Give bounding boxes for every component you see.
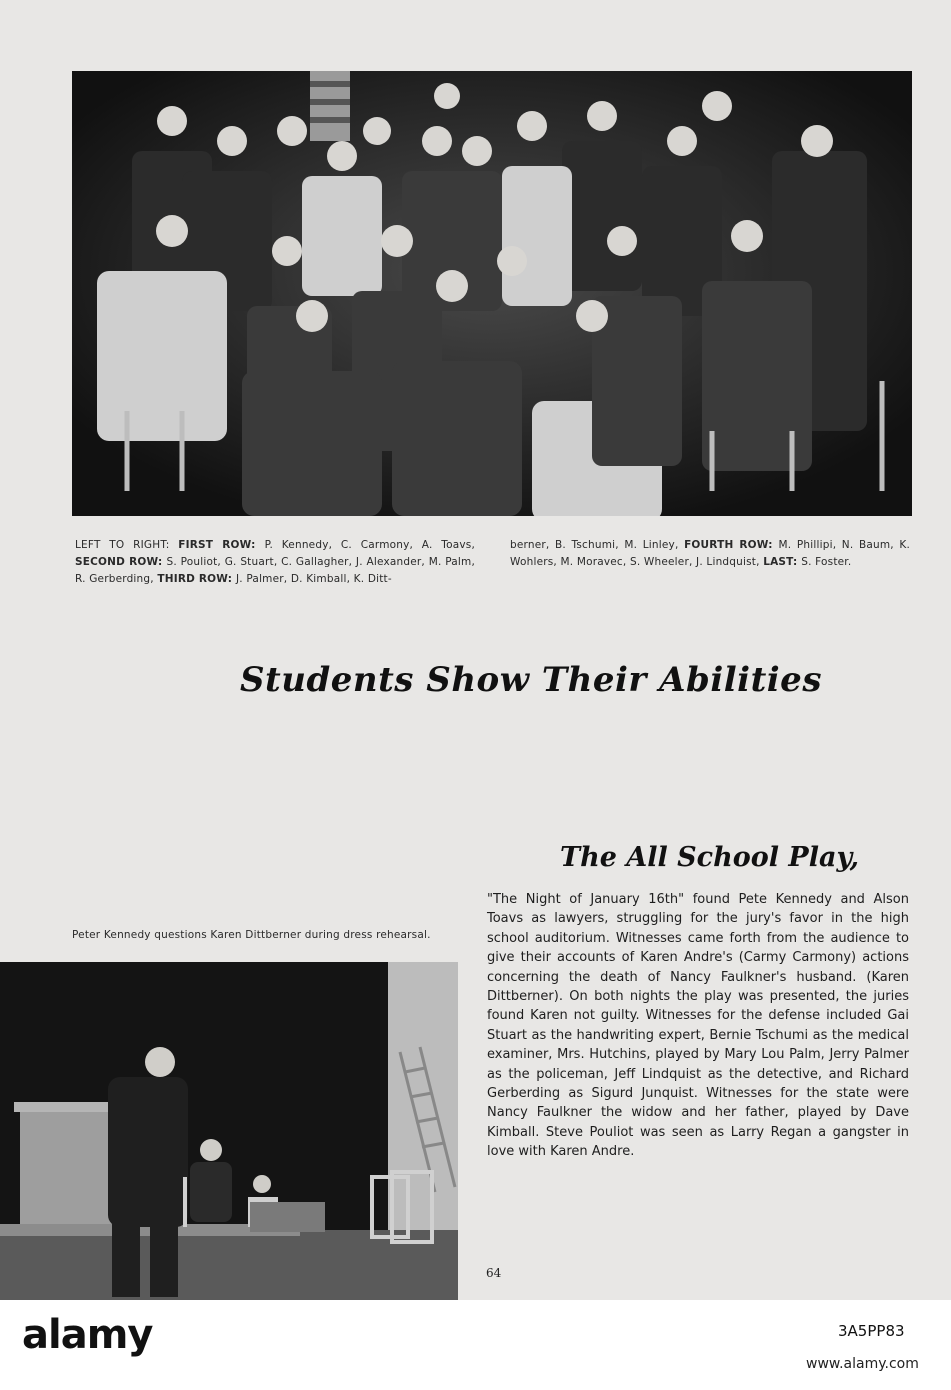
- caption-row-label: FOURTH ROW:: [684, 539, 779, 551]
- article-text: "The Night of January 16th" found Pete Kennedy and Alson Toavs as lawyers, struggling for the jury's favor in the high school auditorium. Witnesses came forth from the audience to give their accounts of Karen Andre's (Carmy Carmony) actions concerning the death of Nancy Faulkner's husband. (Karen Dittberner). On both nights the play was presented, the juries found Karen not guilty. Witnesses for the defense included Gai Stuart as the handwriting expert, Bernie Tschumi as the medical examiner, Mrs. Hutchins, played by Mary Lou Palm, Jerry Palmer as the policeman, Jeff Lindquist as the detective, and Richard Gerberding as Sigurd Junquist. Witnesses for the state were Nancy Faulkner the widow and her father, played by Dave Kimball. Steve Pouliot was seen as Larry Regan a gangster in love with Karen Andre.: [487, 892, 909, 1160]
- play-heading: The All School Play,: [560, 842, 859, 873]
- caption-names: J. Palmer, D. Kimball, K. Ditt-: [236, 573, 392, 585]
- caption-names: M. Phillipi, N. Baum, K. Wohlers, M. Moravec, S. Wheeler, J. Lindquist,: [510, 539, 911, 568]
- caption-row-label: THIRD ROW:: [157, 573, 236, 585]
- brand-logo: alamy: [22, 1312, 153, 1358]
- caption-names: S. Pouliot, G. Stuart, C. Gallagher, J. Alexander, M. Palm, R. Gerberding,: [75, 556, 476, 585]
- caption-names: S. Foster.: [801, 556, 852, 568]
- site-url: www.alamy.com: [806, 1356, 919, 1372]
- main-heading: Students Show Their Abilities: [240, 660, 822, 700]
- rehearsal-photo: [0, 962, 458, 1300]
- caption-row-label: LAST:: [763, 556, 802, 568]
- page-number: 64: [486, 1266, 502, 1280]
- caption-names: LEFT TO RIGHT:: [75, 539, 179, 551]
- caption-names: P. Kennedy, C. Carmony, A. Toavs,: [264, 539, 475, 551]
- caption-names: berner, B. Tschumi, M. Linley,: [510, 539, 685, 551]
- rehearsal-photo-illustration: [0, 962, 458, 1300]
- caption-row-label: FIRST ROW:: [178, 539, 265, 551]
- group-photo: [72, 71, 912, 516]
- image-id: 3A5PP83: [838, 1322, 905, 1340]
- group-caption-right: [510, 537, 910, 571]
- photo-caption: Peter Kennedy questions Karen Dittberner during dress rehearsal.: [72, 929, 431, 941]
- caption-row-label: SECOND ROW:: [75, 556, 167, 568]
- group-photo-illustration: [72, 71, 912, 516]
- group-caption-left: [75, 537, 475, 588]
